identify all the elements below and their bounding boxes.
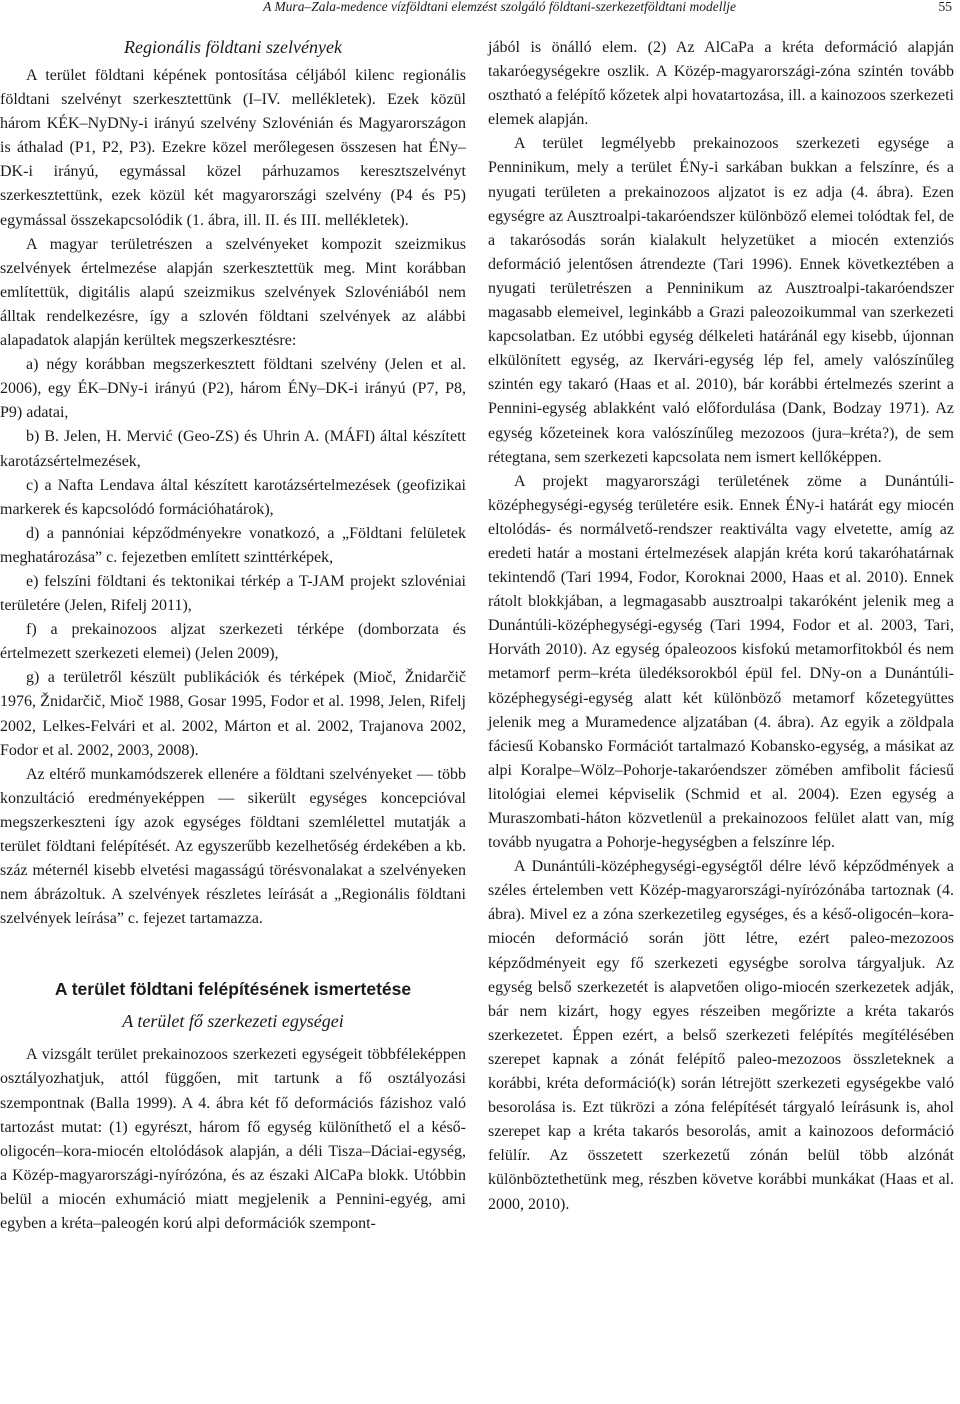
paragraph: jából is önálló elem. (2) Az AlCaPa a kréta deformáció alapján takaróegységekre oszlik. A Közép-magyarországi-zóna szintén tovább osztható a felépítő kőzetek alpi hovatartozása, ill. a kainozoos szerkezeti elemek alapján. — [488, 39, 954, 129]
list-item: f) a prekainozoos aljzat szerkezeti térképe (domborzata és értelmezett szerkezeti elemei) (Jelen 2009), — [0, 621, 466, 663]
list-item: g) a területről készült publikációk és térképek (Mioč, Žnidarčič 1976, Žnidarčič, Mioč 1988, Gosar 1995, Fodor et al. 1998, Jelen, Rifelj 2002, Lelkes-Felvári et al. 2002, Márton et al. 2002, Trajanova 2002, Fodor et al. 2002, 2003, 2008). — [0, 669, 466, 759]
paragraph: A magyar területrészen a szelvényeket kompozit szeizmikus szelvények értelmezése alapján szerkesztettük meg. Mint korábban említettük, digitális alapú szeizmikus szelvények Szlovéniából nem álltak rendelkezésre, így a szlovén földtani szelvények az alábbi alapadatok alapján kerültek megszerkesztésre: — [0, 235, 466, 350]
list-item: c) a Nafta Lendava által készített karotázsértelmezések (geofizikai markerek és kapcsolódó formációhatárok), — [0, 476, 466, 518]
heading-regional-sections: Regionális földtani szelvények — [124, 37, 342, 57]
page-number: 55 — [938, 0, 952, 14]
subsection-heading: A terület fő szerkezeti egységei — [122, 1011, 344, 1032]
list-item: b) B. Jelen, H. Mervić (Geo-ZS) és Uhrin A. (MÁFI) által készített karotázsértelmezések, — [0, 428, 466, 470]
list-item: d) a pannóniai képződményekre vonatkozó, a „Földtani felületek meghatározása” c. fejezetben említett szinttérképek, — [0, 524, 466, 566]
section-heading: A terület földtani felépítésének ismertetése — [54, 979, 412, 1000]
paragraph: A terület legmélyebb prekainozoos szerkezeti egysége a Penninikum, mely a terület ÉNy-i sarkában bukkan a felszínre, és a nyugati területen a prekainozoos aljzatot is ez adja (4. ábra). Ezen egységre az Ausztroalpi-takaróendszer különböző elemei tolódtak fel, de a takarósodás során kialakult helyzetüket a miocén extenziós deformáció jelentősen átrendezte (Tari 1996). Ennek következtében a nyugati területrészen a Penninikum az Ausztroalpi-takaróendszer magasabb elemeivel, leginkább a Grazi paleozoikummal van szerkezeti kapcsolatban. Ez utóbbi egység délkeleti határánál egy kisebb, újonnan elkülönített egység, az Ikervári-egység lép fel, amely valószínűleg szintén egy takaró (Haas et al. 2010), bár korábbi értelmezés szerint a Pennini-egység ablakként való előfordulása (Dank, Bodzay 1971). Az egység kőzeteinek kora valószínűleg mezozoos (jura–kréta?), de sem rétegtana, sem szerkezeti kapcsolata nem ismert kellőképpen. — [488, 135, 954, 466]
paragraph: A projekt magyarországi területének zöme a Dunántúli-középhegységi-egység területére esik. Ennek ÉNy-i határát egy miocén eltolódás- és normálvető-rendszer reaktiválta vagy elvetette, amíg az eredeti határ a mostani értelmezések alapján kréta korú takaróhatárnak tekintendő (Tari 1994, Fodor, Koroknai 2000, Haas et al. 2010). Ennek rátolt blokkjában, a legmagasabb ausztroalpi takaróként jelenik meg a Dunántúli-középhegységi-egység (Tari 1994, Fodor et al. 2003, Tari, Horváth 2010). Az egység ópaleozoos kisfokú metamorfitokból és nem metamorf perm–kréta üledéksorokból épül fel. DNy-on a Dunántúli-középhegységi-egység alatt két különböző metamorf kőzetegyüttes jelenik meg a Muramedence aljzatában (4. ábra). Az egyik a zöldpala fáciesű Kobansko Formációt tartalmazó Kobansko-egység, a másikat az alpi Koralpe–Wölz–Pohorje-takaróendszer zömében amfibolit fáciesű litológiai elemei képviselik (Schmid et al. 2004). Ezen egység a Muraszombati-háton közvetlenül a prekainozoos felület alatt van, míg tovább nyugatra a Pohorje-hegységben a felszínre lép. — [488, 472, 954, 852]
paragraph: A Dunántúli-középhegységi-egységtől délre lévő képződmények a széles értelemben vett Közép-magyarországi-nyírózónába tartoznak (4. ábra). Mivel ez a zóna szerkezetileg egységes, és a késő-oligocén–kora-miocén deformáció során jött létre, ezért paleo-mezozoos képződményeit egy fő szerkezeti egységbe sorolva tárgyaljuk. Az egység belső szerkezetét is alapvetően oligo-miocén szerkezetek adják, bár nem kizárt, hogy egyes részeiben megőrizte a kréta takarós szerkezetet. Éppen ezért, a belső szerkezeti felépítés megítélésében szerepet kapnak a zónát felépítő paleo-mezozoos összleteknek a korábbi, kréta deformáció(k) során létrejött szerkezeti egységekbe való besorolása is. Ezt tükrözi a zóna felépítését tárgyaló leírásunk is, ahol szerepet kap a kréta takarós besorolás, amit a kainozoos deformáció felülír. Az összetett szerkezetű zónán belül több alzónát különböztethetünk meg, részben követve korábbi munkákat (Haas et al. 2000, 2010). — [488, 858, 954, 1213]
paragraph: A vizsgált terület prekainozoos szerkezeti egységeit többféleképpen osztályozhatjuk, attól függően, mit tartunk a fő osztályozási szempontnak (Balla 1999). A 4. ábra két fő deformációs fázishoz való tartozást mutat: (1) egyrészt, három fő egység különíthető el a késő-oligocén–kora-miocén eltolódások alapján, a déli Tisza–Dáciai-egység, a Közép-magyarországi-nyírózóna, és az északi AlCaPa blokk. Utóbbin belül a miocén exhumáció miatt megjelenik a Pennini-egyég, ami egyben a kréta–paleogén korú alpi deformációk szempont- — [0, 1046, 466, 1233]
list-item: e) felszíni földtani és tektonikai térkép a T-JAM projekt szlovéniai területére (Jelen, Rifelj 2011), — [0, 572, 466, 615]
paragraph: Az eltérő munkamódszerek ellenére a földtani szelvényeket — több konzultáció eredményeképpen — sikerült egységes koncepcióval megszerkeszteni így azok egységes földtani szemlélettel mutatják a terület földtani felépítését. Az egyszerűbb kezelhetőség érdekében a kb. száz méternél kisebb elvetési magasságú törésvonalakat a szelvényeken nem ábrázoltuk. A szelvények részletes leírását a „Regionális földtani szelvények leírása” c. fejezet tartamazza. — [0, 765, 466, 928]
running-title: A Mura–Zala-medence vízföldtani elemzést szolgáló földtani-szerkezetföldtani modellje — [263, 0, 736, 14]
paragraph: A terület földtani képének pontosítása céljából kilenc regionális földtani szelvényt szerkesztettünk (I–IV. mellékletek). Ezek közül három KÉK–NyDNy-i irányú szelvény Szlovénián és Magyarországon is áthalad (P1, P2, P3). Ezekre közel merőlegesen összesen hat ÉNy–DK-i irányú, egymással közel párhuzamos keresztszelvényt szerkesztettünk, ezek közül két magyarországi szelvény (P4 és P5) egymással összekapcsolódik (1. ábra, ill. II. és III. mellékletek). — [0, 67, 466, 229]
left-column — [0, 33, 466, 1236]
running-header — [0, 0, 960, 18]
right-column — [488, 36, 954, 1217]
list-item: a) négy korábban megszerkesztett földtani szelvény (Jelen et al. 2006), egy ÉK–DNy-i irányú (P2), három ÉNy–DK-i irányú (P7, P8, P9) adatai, — [0, 356, 466, 422]
